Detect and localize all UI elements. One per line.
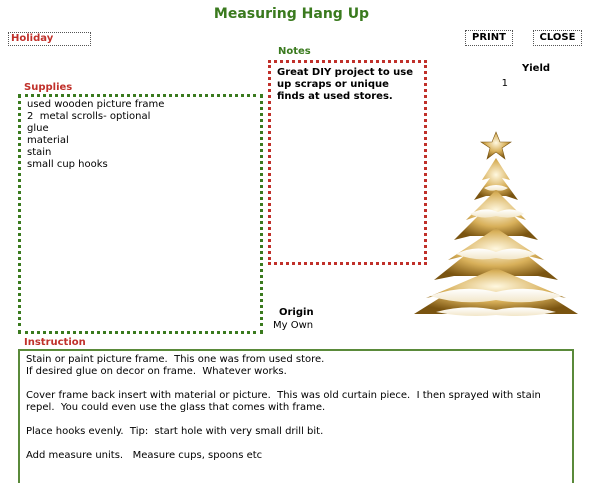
origin-value[interactable]: My Own xyxy=(273,320,314,331)
notes-label: Notes xyxy=(278,46,311,57)
instruction-paragraph: Cover frame back insert with material or picture. This was old curtain piece. I then sprayed with stain repel. You could even use the glass that comes with frame. xyxy=(26,390,545,413)
supplies-box[interactable] xyxy=(18,94,263,334)
instruction-paragraph: Place hooks evenly. Tip: start hole with very small drill bit. xyxy=(26,426,324,437)
instruction-paragraph: Add measure units. Measure cups, spoons etc xyxy=(26,450,263,461)
supply-item: small cup hooks xyxy=(27,159,108,170)
notes-box[interactable] xyxy=(268,60,427,265)
page-title: Measuring Hang Up xyxy=(213,6,370,22)
yield-label: Yield xyxy=(522,63,551,74)
notes-text: Great DIY project to use up scraps or unique finds at used stores. xyxy=(277,67,414,102)
supply-item: glue xyxy=(27,123,49,134)
christmas-tree-icon xyxy=(406,130,586,320)
instruction-paragraph: Stain or paint picture frame. This one was from used store. If desired glue on decor on frame. Whatever works. xyxy=(26,354,325,377)
supplies-list xyxy=(27,99,254,171)
instruction-label: Instruction xyxy=(24,337,86,348)
yield-value[interactable]: 1 xyxy=(501,78,508,89)
supply-item: material xyxy=(27,135,69,146)
supply-item: stain xyxy=(27,147,52,158)
category-field[interactable]: Holiday xyxy=(8,32,91,46)
instruction-box[interactable] xyxy=(18,349,574,483)
supplies-label: Supplies xyxy=(24,82,73,93)
supply-item: 2 metal scrolls- optional xyxy=(27,111,151,122)
origin-label: Origin xyxy=(279,307,314,318)
print-button[interactable]: PRINT xyxy=(465,30,513,46)
close-button[interactable]: CLOSE xyxy=(533,30,582,46)
supply-item: used wooden picture frame xyxy=(27,99,165,110)
